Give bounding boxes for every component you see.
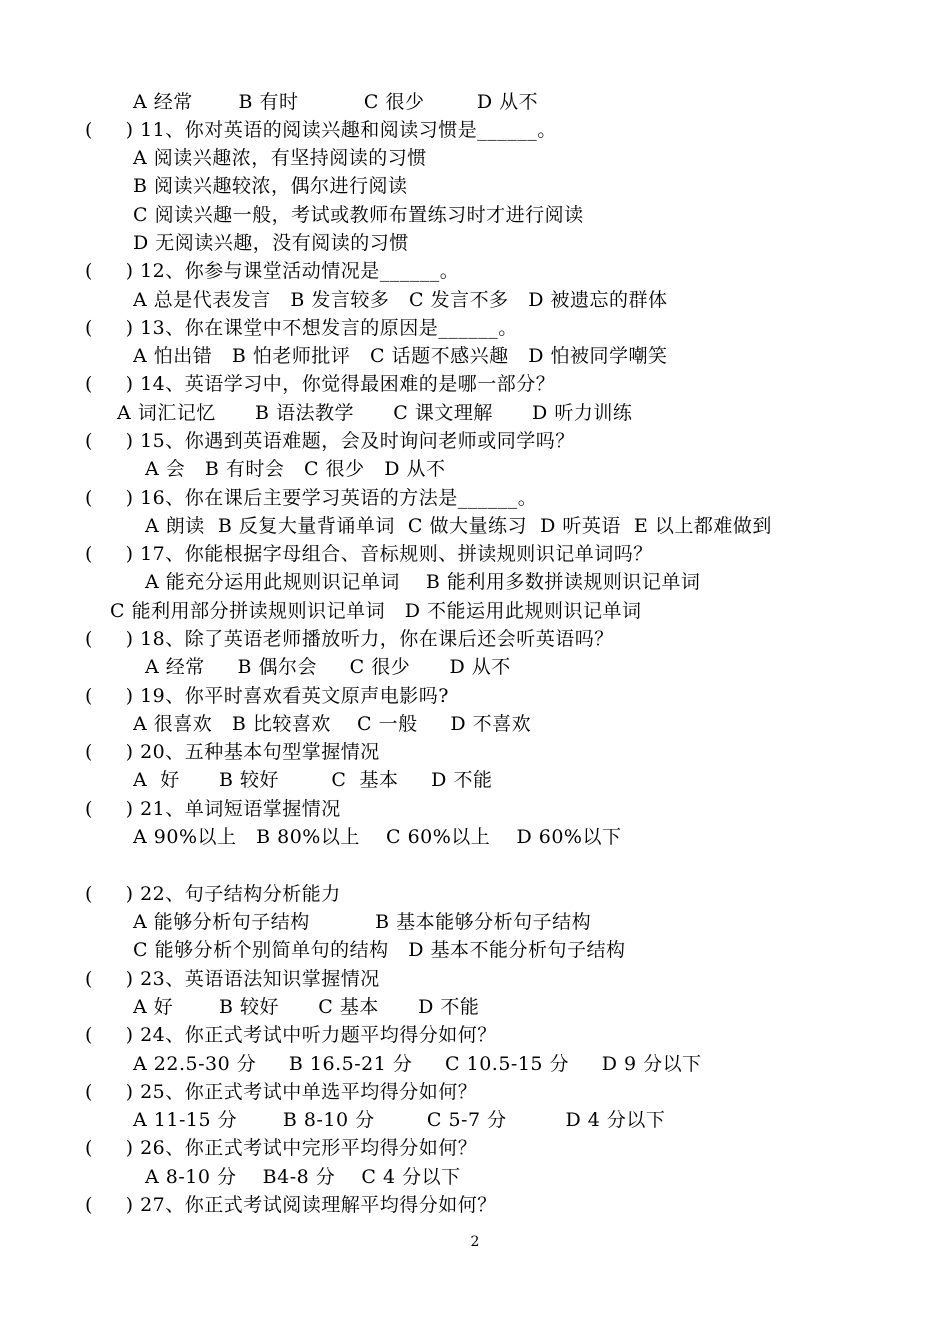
text-line: A 好 B 较好 C 基本 D 不能 bbox=[133, 996, 480, 1018]
text-line: ( ) 25、你正式考试中单选平均得分如何？ bbox=[85, 1081, 478, 1103]
text-line: ( ) 22、句子结构分析能力 bbox=[85, 883, 341, 905]
text-line: A 好 B 较好 C 基本 D 不能 bbox=[133, 769, 493, 791]
text-line: ( ) 24、你正式考试中听力题平均得分如何？ bbox=[85, 1024, 497, 1046]
text-line: ( ) 16、你在课后主要学习英语的方法是______。 bbox=[85, 487, 538, 509]
text-line: ( ) 15、你遇到英语难题，会及时询问老师或同学吗？ bbox=[85, 430, 575, 452]
text-line: ( ) 14、英语学习中，你觉得最困难的是哪一部分？ bbox=[85, 373, 556, 395]
text-line: A 很喜欢 B 比较喜欢 C 一般 D 不喜欢 bbox=[133, 713, 532, 735]
text-line: C 能利用部分拼读规则识记单词 D 不能运用此规则识记单词 bbox=[110, 600, 642, 622]
text-line: B 阅读兴趣较浓，偶尔进行阅读 bbox=[133, 175, 408, 197]
text-line: A 22.5-30 分 B 16.5-21 分 C 10.5-15 分 D 9 分以下 bbox=[133, 1053, 702, 1075]
text-line: C 能够分析个别简单句的结构 D 基本不能分析句子结构 bbox=[133, 939, 626, 961]
text-line: A 怕出错 B 怕老师批评 C 话题不感兴趣 D 怕被同学嘲笑 bbox=[133, 345, 668, 367]
text-line: ( ) 13、你在课堂中不想发言的原因是______。 bbox=[85, 317, 518, 339]
text-line: ( ) 27、你正式考试阅读理解平均得分如何？ bbox=[85, 1194, 497, 1216]
text-line: ( ) 19、你平时喜欢看英文原声电影吗? bbox=[85, 685, 449, 707]
text-line: A 90%以上 B 80%以上 C 60%以上 D 60%以下 bbox=[133, 826, 622, 848]
text-line: ( ) 21、单词短语掌握情况 bbox=[85, 798, 341, 820]
text-line: A 会 B 有时会 C 很少 D 从不 bbox=[145, 458, 446, 480]
page-number: 2 bbox=[470, 1234, 480, 1250]
text-line: A 阅读兴趣浓，有坚持阅读的习惯 bbox=[133, 147, 427, 169]
text-line: A 总是代表发言 B 发言较多 C 发言不多 D 被遗忘的群体 bbox=[133, 289, 668, 311]
text-line: A 经常 B 偶尔会 C 很少 D 从不 bbox=[145, 656, 511, 678]
text-line: A 经常 B 有时 C 很少 D 从不 bbox=[133, 91, 539, 113]
text-line: ( ) 18、除了英语老师播放听力，你在课后还会听英语吗？ bbox=[85, 628, 614, 650]
text-line: C 阅读兴趣一般，考试或教师布置练习时才进行阅读 bbox=[133, 204, 584, 226]
text-line: D 无阅读兴趣，没有阅读的习惯 bbox=[133, 232, 409, 254]
text-line: ( ) 11、你对英语的阅读兴趣和阅读习惯是______。 bbox=[85, 119, 557, 141]
text-line: A 朗读 B 反复大量背诵单词 C 做大量练习 D 听英语 E 以上都难做到 bbox=[145, 515, 772, 537]
text-line: ( ) 26、你正式考试中完形平均得分如何？ bbox=[85, 1137, 478, 1159]
text-line: A 8-10 分 B4-8 分 C 4 分以下 bbox=[145, 1166, 461, 1188]
text-line: ( ) 23、英语语法知识掌握情况 bbox=[85, 968, 380, 990]
text-line: ( ) 20、五种基本句型掌握情况 bbox=[85, 741, 380, 763]
text-line: ( ) 12、你参与课堂活动情况是______。 bbox=[85, 260, 460, 282]
text-line: ( ) 17、你能根据字母组合、音标规则、拼读规则识记单词吗？ bbox=[85, 543, 653, 565]
text-line: A 词汇记忆 B 语法教学 C 课文理解 D 听力训练 bbox=[117, 402, 633, 424]
text-line: A 能够分析句子结构 B 基本能够分析句子结构 bbox=[133, 911, 592, 933]
text-line: A 11-15 分 B 8-10 分 C 5-7 分 D 4 分以下 bbox=[133, 1109, 666, 1131]
text-line: A 能充分运用此规则识记单词 B 能利用多数拼读规则识记单词 bbox=[145, 571, 701, 593]
